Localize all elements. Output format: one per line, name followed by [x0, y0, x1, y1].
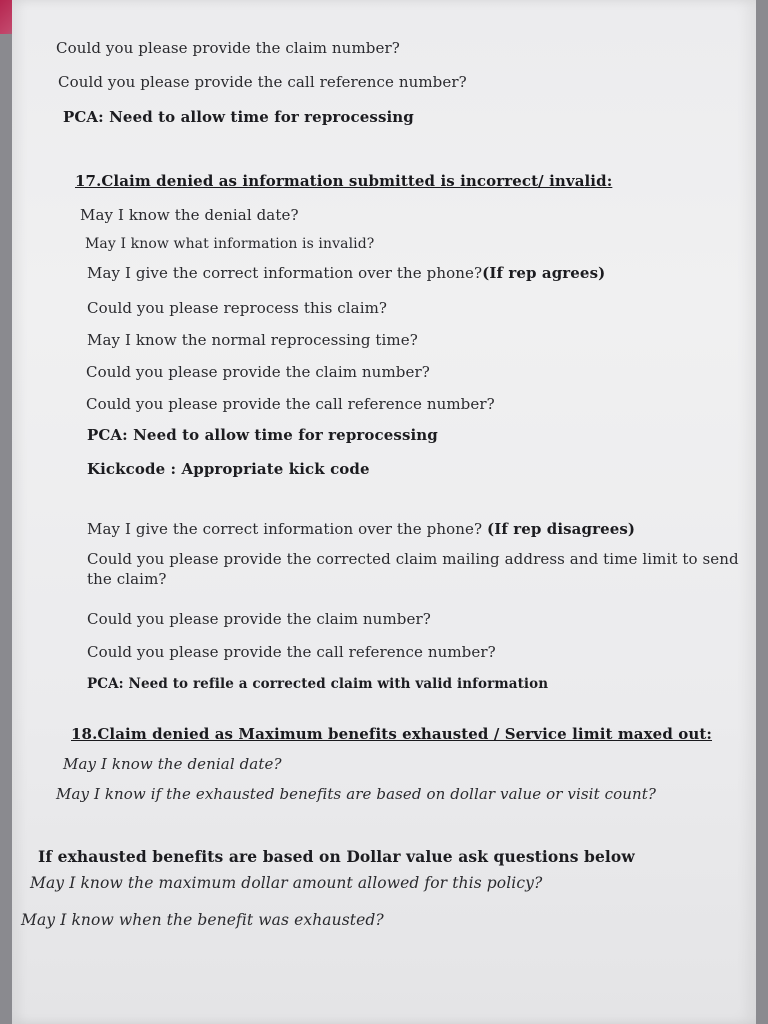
- text-line: May I know when the benefit was exhausted?: [21, 911, 384, 929]
- text-line: [87, 264, 605, 282]
- text-segment: (If rep disagrees): [487, 520, 636, 538]
- text-segment: May I give the correct information over the phone?: [87, 520, 487, 538]
- text-line: Could you please provide the call reference number?: [87, 643, 496, 661]
- text-line: Could you please provide the call reference number?: [58, 73, 467, 91]
- text-segment: (If rep agrees): [482, 264, 606, 282]
- text-line: PCA: Need to allow time for reprocessing: [63, 108, 414, 126]
- text-line: PCA: Need to refile a corrected claim with valid information: [87, 676, 549, 692]
- text-line: May I know the maximum dollar amount allowed for this policy?: [30, 874, 543, 892]
- text-line: Could you please provide the claim number?: [56, 39, 400, 57]
- text-line: Could you please provide the claim number?: [86, 363, 430, 381]
- subheading: If exhausted benefits are based on Dollar value ask questions below: [38, 847, 635, 866]
- section-heading-17: 17.Claim denied as information submitted is incorrect/ invalid:: [75, 172, 613, 190]
- text-line: Could you please reprocess this claim?: [87, 299, 388, 317]
- text-line: May I know the denial date?: [63, 755, 282, 773]
- text-line: May I know the denial date?: [80, 206, 299, 224]
- text-segment: May I give the correct information over the phone?: [87, 264, 483, 282]
- text-line: PCA: Need to allow time for reprocessing: [87, 426, 438, 444]
- text-line: [87, 520, 635, 538]
- text-line: May I know if the exhausted benefits are based on dollar value or visit count?: [56, 785, 656, 803]
- text-line: May I know what information is invalid?: [85, 236, 375, 252]
- section-heading-18: 18.Claim denied as Maximum benefits exhausted / Service limit maxed out:: [71, 725, 713, 743]
- text-line: Kickcode : Appropriate kick code: [87, 460, 370, 478]
- document-page: [12, 0, 756, 1024]
- text-line: Could you please provide the call reference number?: [86, 395, 495, 413]
- text-line: Could you please provide the corrected claim mailing address and time limit to send the claim?: [87, 550, 739, 588]
- text-line: Could you please provide the claim number?: [87, 610, 431, 628]
- text-line: May I know the normal reprocessing time?: [87, 331, 418, 349]
